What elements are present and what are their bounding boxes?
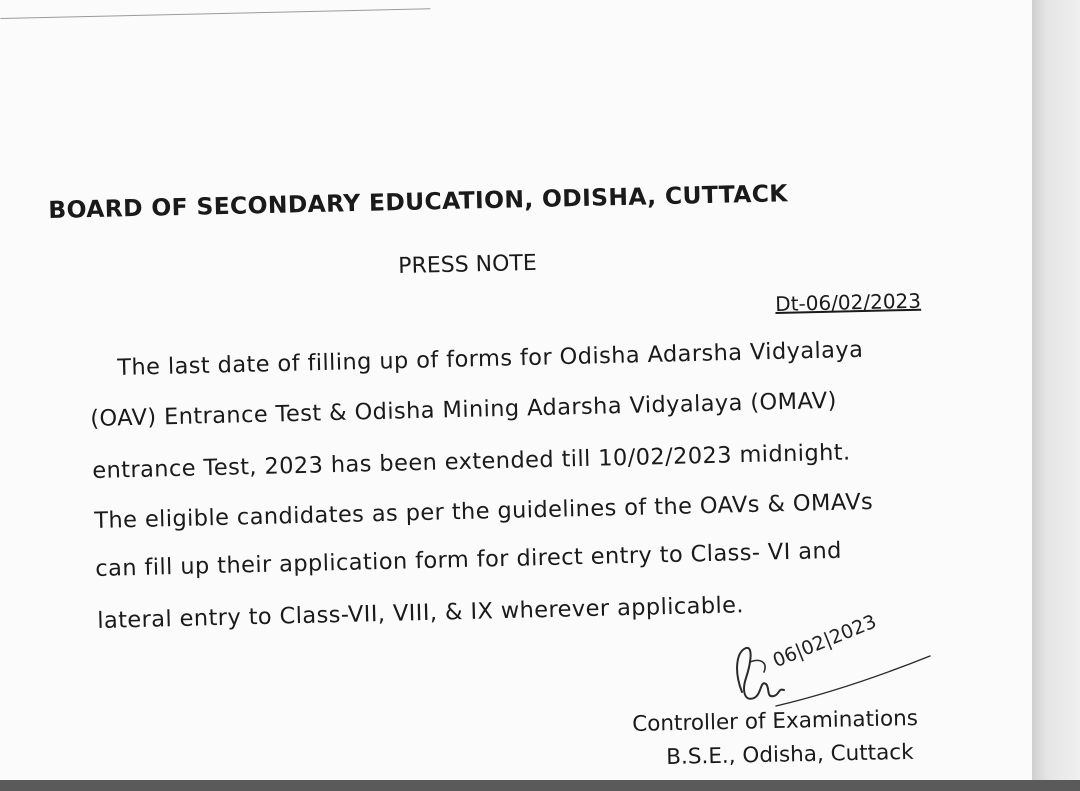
body-line: entrance Test, 2023 has been extended till 10/02/2023 midnight. [92, 439, 851, 484]
body-line: The last date of filling up of forms for Odisha Adarsha Vidyalaya [117, 336, 864, 381]
top-rule [0, 0, 430, 19]
body-line: lateral entry to Class-VII, VIII, & IX wherever applicable. [97, 592, 745, 634]
board-title: BOARD OF SECONDARY EDUCATION, ODISHA, CUTTACK [48, 179, 789, 224]
page-shadow-bottom [0, 780, 1080, 791]
body-line: can fill up their application form for direct entry to Class- VI and [95, 537, 843, 582]
press-note-heading: PRESS NOTE [398, 250, 538, 279]
body-line: The eligible candidates as per the guidelines of the OAVs & OMAVs [94, 488, 874, 534]
press-note-date: Dt-06/02/2023 [775, 288, 922, 316]
signatory-title: Controller of Examinations [632, 706, 919, 737]
body-line: (OAV) Entrance Test & Odisha Mining Adarsha Vidyalaya (OMAV) [90, 387, 838, 432]
page-shadow-right [1032, 0, 1080, 791]
signature-date: 06|02|2023 [769, 610, 880, 672]
signatory-office: B.S.E., Odisha, Cuttack [666, 739, 914, 770]
